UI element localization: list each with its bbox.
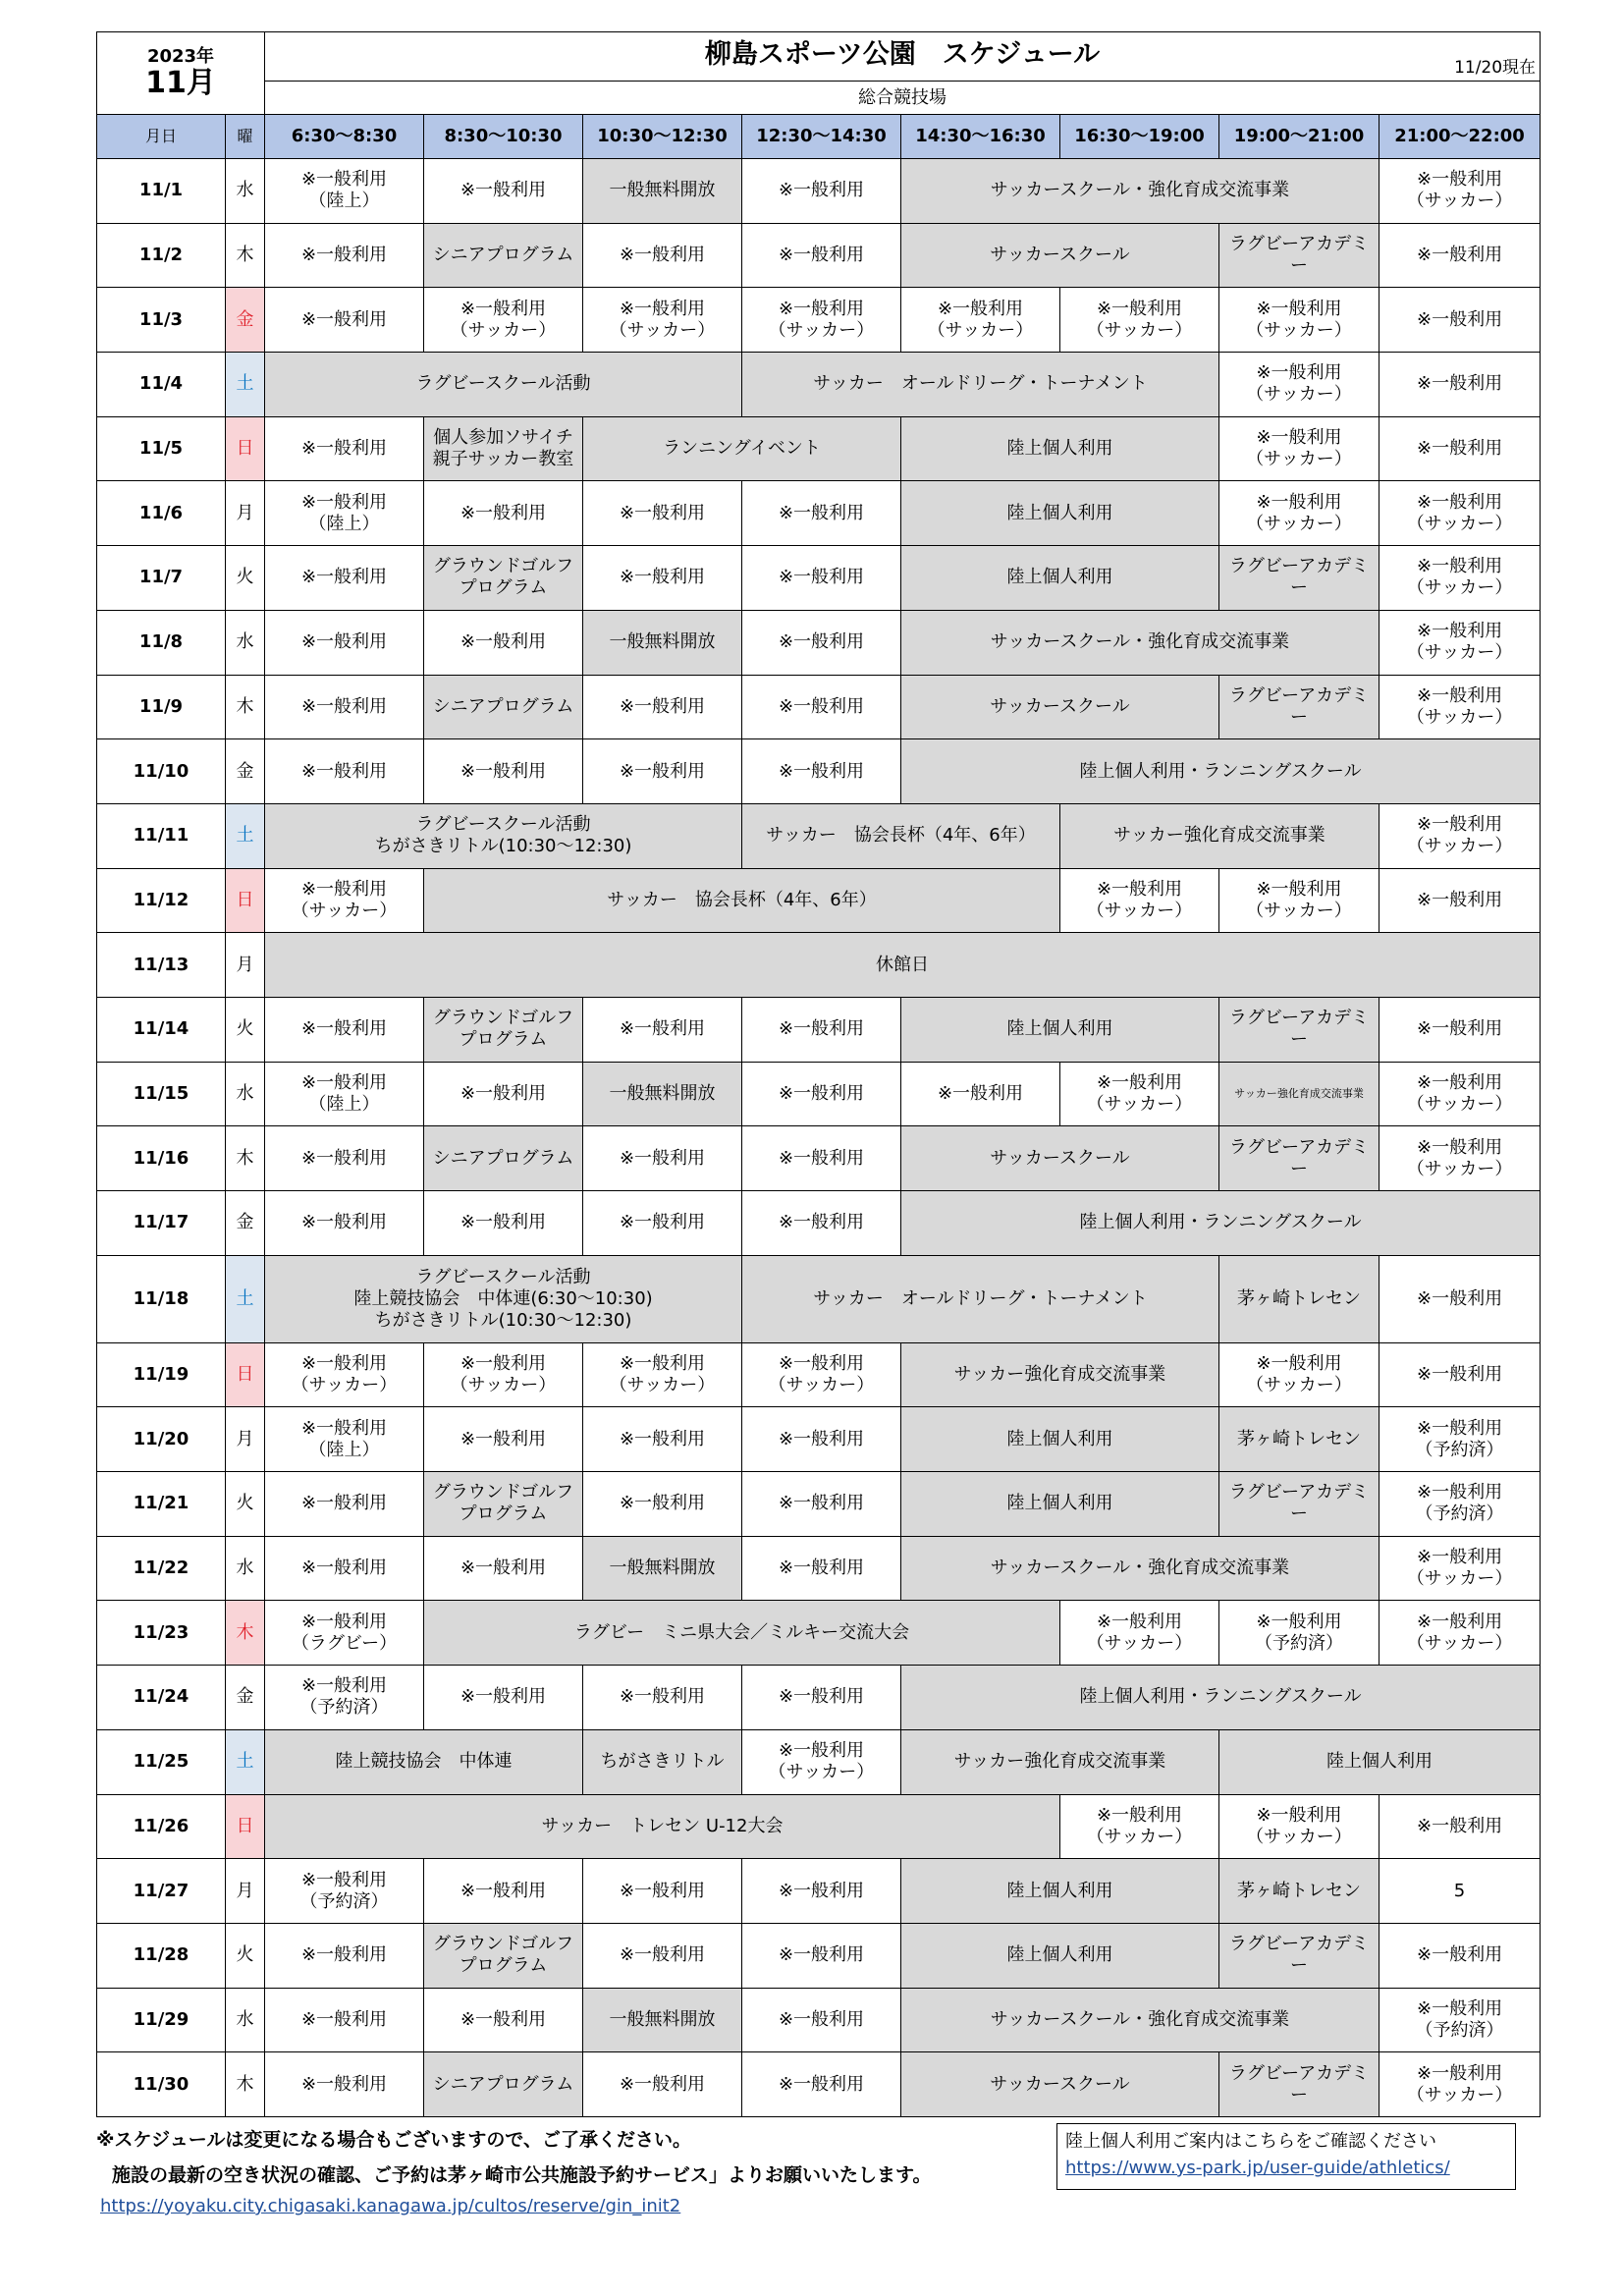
schedule-cell: 陸上個人利用: [901, 481, 1219, 546]
schedule-cell: ※一般利用: [742, 481, 901, 546]
weekday-cell: 月: [226, 1859, 265, 1924]
schedule-cell: サッカースクール・強化育成交流事業: [901, 159, 1380, 224]
schedule-cell: 陸上個人利用: [901, 416, 1219, 481]
schedule-cell: ランニングイベント: [583, 416, 901, 481]
note-reservation: 施設の最新の空き状況の確認、ご予約は茅ヶ崎市公共施設予約サービス」よりお願いいたします。: [112, 2164, 932, 2186]
schedule-cell: ※一般利用: [265, 1126, 424, 1191]
schedule-row: [97, 1601, 1541, 1666]
schedule-row: [97, 2052, 1541, 2117]
reservation-link[interactable]: https://yoyaku.city.chigasaki.kanagawa.jp/cultos/reserve/gin_init2: [100, 2196, 681, 2216]
weekday-cell: 金: [226, 288, 265, 353]
schedule-row: [97, 1126, 1541, 1191]
schedule-cell: ※一般利用: [1380, 1255, 1541, 1342]
schedule-cell: ラグビーアカデミー: [1219, 1923, 1380, 1988]
weekday-cell: 水: [226, 1988, 265, 2052]
schedule-cell: ※一般利用: [265, 1923, 424, 1988]
schedule-cell: サッカー オールドリーグ・トーナメント: [742, 1255, 1219, 1342]
schedule-row: [97, 1988, 1541, 2052]
schedule-cell: ※一般利用: [265, 1191, 424, 1256]
weekday-cell: 土: [226, 1729, 265, 1794]
schedule-row: [97, 481, 1541, 546]
schedule-cell: 一般無料開放: [583, 1988, 742, 2052]
year-label: 2023年: [146, 45, 215, 67]
schedule-cell: 一般無料開放: [583, 1062, 742, 1126]
schedule-cell: サッカースクール・強化育成交流事業: [901, 1988, 1380, 2052]
date-cell: 11/21: [97, 1472, 226, 1537]
date-cell: 11/3: [97, 288, 226, 353]
schedule-cell: ※一般利用 （サッカー）: [742, 288, 901, 353]
header-slot: 21:00～22:00: [1380, 115, 1541, 159]
schedule-cell: サッカースクール: [901, 675, 1219, 739]
schedule-cell: ※一般利用: [265, 2052, 424, 2117]
schedule-cell: 陸上個人利用: [901, 1407, 1219, 1472]
schedule-cell: 一般無料開放: [583, 159, 742, 224]
schedule-row: [97, 1536, 1541, 1601]
schedule-cell: ※一般利用: [424, 1191, 583, 1256]
date-cell: 11/14: [97, 997, 226, 1062]
weekday-cell: 土: [226, 803, 265, 868]
schedule-cell: 茅ヶ崎トレセン: [1219, 1255, 1380, 1342]
schedule-cell: ※一般利用: [742, 1859, 901, 1924]
schedule-cell: 陸上競技協会 中体連: [265, 1729, 583, 1794]
weekday-cell: 土: [226, 1255, 265, 1342]
schedule-cell: ※一般利用: [265, 1536, 424, 1601]
schedule-cell: ※一般利用: [742, 159, 901, 224]
schedule-cell: ※一般利用: [424, 610, 583, 675]
schedule-cell: ※一般利用: [742, 223, 901, 288]
date-cell: 11/19: [97, 1342, 226, 1407]
schedule-cell: ※一般利用: [901, 1062, 1060, 1126]
schedule-cell: ※一般利用: [265, 416, 424, 481]
schedule-cell: ※一般利用: [1380, 868, 1541, 933]
schedule-cell: ※一般利用: [1380, 997, 1541, 1062]
schedule-cell: ※一般利用: [265, 1472, 424, 1537]
schedule-cell: ※一般利用: [583, 997, 742, 1062]
schedule-cell: ※一般利用 （サッカー）: [1060, 868, 1219, 933]
schedule-row: [97, 610, 1541, 675]
schedule-cell: ※一般利用 （サッカー）: [1219, 1794, 1380, 1859]
schedule-cell: ※一般利用: [1380, 416, 1541, 481]
schedule-cell: シニアプログラム: [424, 1126, 583, 1191]
schedule-row: [97, 1191, 1541, 1256]
date-cell: 11/9: [97, 675, 226, 739]
schedule-cell: シニアプログラム: [424, 223, 583, 288]
date-cell: 11/1: [97, 159, 226, 224]
date-cell: 11/2: [97, 223, 226, 288]
schedule-cell: サッカー オールドリーグ・トーナメント: [742, 353, 1219, 417]
weekday-cell: 木: [226, 1601, 265, 1666]
schedule-cell: サッカー 協会長杯（4年、6年）: [742, 803, 1060, 868]
schedule-row: [97, 353, 1541, 417]
schedule-cell: ※一般利用 （サッカー）: [1219, 288, 1380, 353]
date-cell: 11/20: [97, 1407, 226, 1472]
schedule-cell: ※一般利用: [424, 1988, 583, 2052]
weekday-cell: 水: [226, 1536, 265, 1601]
schedule-cell: ※一般利用: [424, 1407, 583, 1472]
title-cell: [265, 32, 1541, 82]
schedule-row: [97, 1407, 1541, 1472]
schedule-cell: 陸上個人利用: [901, 546, 1219, 611]
schedule-cell: ※一般利用: [583, 481, 742, 546]
date-cell: 11/11: [97, 803, 226, 868]
schedule-cell: ※一般利用: [742, 546, 901, 611]
schedule-cell: ちがさきリトル: [583, 1729, 742, 1794]
weekday-cell: 水: [226, 1062, 265, 1126]
schedule-cell: ※一般利用 （サッカー）: [1060, 1062, 1219, 1126]
header-slot: 10:30～12:30: [583, 115, 742, 159]
schedule-cell: ラグビーアカデミー: [1219, 1472, 1380, 1537]
schedule-cell: 陸上個人利用・ランニングスクール: [901, 1191, 1541, 1256]
schedule-cell: ※一般利用 （サッカー）: [1380, 546, 1541, 611]
schedule-cell: 茅ヶ崎トレセン: [1219, 1407, 1380, 1472]
schedule-cell: ※一般利用 （サッカー）: [1380, 2052, 1541, 2117]
schedule-cell: サッカー トレセン U-12大会: [265, 1794, 1060, 1859]
schedule-cell: 休館日: [265, 933, 1541, 998]
schedule-row: [97, 1859, 1541, 1924]
date-cell: 11/28: [97, 1923, 226, 1988]
schedule-cell: ※一般利用 （サッカー）: [1380, 1601, 1541, 1666]
schedule-cell: ※一般利用: [1380, 288, 1541, 353]
schedule-cell: ※一般利用 （陸上）: [265, 159, 424, 224]
header-date: 月日: [97, 115, 226, 159]
schedule-cell: ※一般利用 （サッカー）: [1060, 1601, 1219, 1666]
weekday-cell: 日: [226, 868, 265, 933]
schedule-cell: ※一般利用 （サッカー）: [1219, 868, 1380, 933]
schedule-cell: ※一般利用: [583, 1859, 742, 1924]
date-cell: 11/6: [97, 481, 226, 546]
schedule-cell: ※一般利用: [583, 1126, 742, 1191]
schedule-cell: ※一般利用: [583, 546, 742, 611]
schedule-cell: ※一般利用 （サッカー）: [583, 288, 742, 353]
weekday-cell: 火: [226, 546, 265, 611]
schedule-cell: ※一般利用: [424, 481, 583, 546]
schedule-cell: ※一般利用 （サッカー）: [1219, 416, 1380, 481]
page-title: 柳島スポーツ公園 スケジュール: [704, 39, 1101, 70]
schedule-cell: ※一般利用 （サッカー）: [1219, 481, 1380, 546]
schedule-row: [97, 546, 1541, 611]
schedule-cell: 陸上個人利用: [901, 1472, 1219, 1537]
date-cell: 11/13: [97, 933, 226, 998]
schedule-cell: ※一般利用 （予約済）: [1380, 1988, 1541, 2052]
schedule-cell: ※一般利用: [424, 1859, 583, 1924]
schedule-cell: ※一般利用: [424, 1666, 583, 1730]
athletics-info-box: [1056, 2123, 1516, 2190]
schedule-cell: ※一般利用: [424, 739, 583, 804]
header-slot: 19:00～21:00: [1219, 115, 1380, 159]
schedule-cell: ※一般利用: [265, 223, 424, 288]
date-cell: 11/15: [97, 1062, 226, 1126]
schedule-row: [97, 997, 1541, 1062]
date-cell: 11/10: [97, 739, 226, 804]
schedule-cell: ※一般利用 （サッカー）: [1380, 610, 1541, 675]
schedule-cell: ※一般利用 （サッカー）: [1380, 1126, 1541, 1191]
weekday-cell: 火: [226, 1923, 265, 1988]
schedule-cell: ※一般利用: [265, 739, 424, 804]
weekday-cell: 水: [226, 159, 265, 224]
schedule-cell: ※一般利用 （サッカー）: [1219, 353, 1380, 417]
weekday-cell: 金: [226, 739, 265, 804]
schedule-cell: ※一般利用: [742, 1923, 901, 1988]
date-cell: 11/4: [97, 353, 226, 417]
schedule-cell: ※一般利用: [742, 1191, 901, 1256]
schedule-cell: ※一般利用: [1380, 1342, 1541, 1407]
schedule-table: [96, 31, 1541, 2117]
weekday-cell: 金: [226, 1666, 265, 1730]
schedule-cell: ※一般利用 （サッカー）: [742, 1729, 901, 1794]
schedule-row: [97, 1255, 1541, 1342]
schedule-cell: ※一般利用: [742, 739, 901, 804]
schedule-cell: 5: [1380, 1859, 1541, 1924]
schedule-cell: グラウンドゴルフ プログラム: [424, 1923, 583, 1988]
schedule-cell: サッカー 協会長杯（4年、6年）: [424, 868, 1060, 933]
date-cell: 11/5: [97, 416, 226, 481]
schedule-cell: 茅ヶ崎トレセン: [1219, 1859, 1380, 1924]
schedule-row: [97, 1342, 1541, 1407]
schedule-cell: ※一般利用 （予約済）: [265, 1666, 424, 1730]
schedule-cell: ※一般利用 （サッカー）: [1060, 1794, 1219, 1859]
schedule-cell: ※一般利用 （サッカー）: [265, 1342, 424, 1407]
schedule-cell: ※一般利用: [583, 223, 742, 288]
schedule-cell: サッカースクール: [901, 1126, 1219, 1191]
schedule-sheet: [96, 31, 1540, 2117]
header-slot: 14:30～16:30: [901, 115, 1060, 159]
date-cell: 11/30: [97, 2052, 226, 2117]
date-cell: 11/29: [97, 1988, 226, 2052]
schedule-cell: 陸上個人利用・ランニングスクール: [901, 739, 1541, 804]
schedule-row: [97, 1923, 1541, 1988]
schedule-cell: 陸上個人利用: [901, 997, 1219, 1062]
schedule-row: [97, 803, 1541, 868]
schedule-cell: ※一般利用 （予約済）: [1380, 1472, 1541, 1537]
schedule-row: [97, 1666, 1541, 1730]
schedule-cell: ※一般利用: [742, 1126, 901, 1191]
schedule-row: [97, 1729, 1541, 1794]
schedule-cell: ※一般利用: [583, 1472, 742, 1537]
schedule-row: [97, 1062, 1541, 1126]
schedule-cell: ※一般利用: [583, 1407, 742, 1472]
schedule-cell: ラグビースクール活動 陸上競技協会 中体連(6:30～10:30) ちがさきリトル(10:30～12:30): [265, 1255, 742, 1342]
schedule-cell: ※一般利用: [742, 1666, 901, 1730]
schedule-cell: ※一般利用 （サッカー）: [265, 868, 424, 933]
schedule-cell: ※一般利用: [742, 1536, 901, 1601]
schedule-cell: ※一般利用 （予約済）: [265, 1859, 424, 1924]
venue-label: 総合競技場: [265, 82, 1541, 115]
schedule-cell: ※一般利用: [742, 1407, 901, 1472]
schedule-cell: ラグビーアカデミー: [1219, 997, 1380, 1062]
schedule-cell: ※一般利用 （陸上）: [265, 1407, 424, 1472]
schedule-cell: ※一般利用: [265, 997, 424, 1062]
schedule-cell: サッカー強化育成交流事業: [1060, 803, 1380, 868]
schedule-row: [97, 223, 1541, 288]
schedule-cell: ラグビーアカデミー: [1219, 1126, 1380, 1191]
schedule-cell: ラグビーアカデミー: [1219, 2052, 1380, 2117]
schedule-cell: ※一般利用 （サッカー）: [583, 1342, 742, 1407]
weekday-cell: 日: [226, 1794, 265, 1859]
schedule-cell: ※一般利用 （サッカー）: [1380, 1062, 1541, 1126]
schedule-cell: グラウンドゴルフ プログラム: [424, 997, 583, 1062]
schedule-cell: サッカー強化育成交流事業: [1219, 1062, 1380, 1126]
month-cell: [97, 32, 265, 115]
header-slot: 12:30～14:30: [742, 115, 901, 159]
schedule-cell: 個人参加ソサイチ 親子サッカー教室: [424, 416, 583, 481]
schedule-cell: ※一般利用: [583, 1923, 742, 1988]
schedule-cell: ※一般利用: [424, 1062, 583, 1126]
weekday-cell: 月: [226, 481, 265, 546]
schedule-cell: ※一般利用 （サッカー）: [1380, 1536, 1541, 1601]
schedule-cell: ※一般利用 （サッカー）: [742, 1342, 901, 1407]
schedule-cell: ラグビー ミニ県大会／ミルキー交流大会: [424, 1601, 1060, 1666]
schedule-cell: ラグビーアカデミー: [1219, 675, 1380, 739]
schedule-cell: サッカースクール・強化育成交流事業: [901, 610, 1380, 675]
schedule-cell: ※一般利用 （予約済）: [1380, 1407, 1541, 1472]
schedule-cell: ※一般利用 （サッカー）: [1380, 803, 1541, 868]
schedule-cell: サッカースクール: [901, 2052, 1219, 2117]
header-slot: 16:30～19:00: [1060, 115, 1219, 159]
weekday-cell: 木: [226, 675, 265, 739]
schedule-row: [97, 416, 1541, 481]
schedule-cell: ※一般利用: [583, 2052, 742, 2117]
column-header-row: [97, 115, 1541, 159]
schedule-cell: ※一般利用: [583, 675, 742, 739]
schedule-cell: ※一般利用: [265, 675, 424, 739]
schedule-cell: 陸上個人利用: [1219, 1729, 1541, 1794]
schedule-row: [97, 675, 1541, 739]
schedule-cell: ※一般利用: [265, 546, 424, 611]
schedule-cell: ラグビースクール活動 ちがさきリトル(10:30～12:30): [265, 803, 742, 868]
header-weekday: 曜: [226, 115, 265, 159]
weekday-cell: 土: [226, 353, 265, 417]
schedule-cell: ※一般利用: [742, 1988, 901, 2052]
date-cell: 11/24: [97, 1666, 226, 1730]
schedule-row: [97, 288, 1541, 353]
schedule-row: [97, 1794, 1541, 1859]
athletics-info-link[interactable]: https://www.ys-park.jp/user-guide/athletics/: [1065, 2158, 1450, 2178]
schedule-cell: 陸上個人利用: [901, 1859, 1219, 1924]
date-cell: 11/26: [97, 1794, 226, 1859]
weekday-cell: 火: [226, 1472, 265, 1537]
weekday-cell: 木: [226, 2052, 265, 2117]
date-cell: 11/16: [97, 1126, 226, 1191]
schedule-cell: ※一般利用 （サッカー）: [901, 288, 1060, 353]
schedule-cell: シニアプログラム: [424, 675, 583, 739]
schedule-cell: ※一般利用 （陸上）: [265, 481, 424, 546]
schedule-cell: ※一般利用 （予約済）: [1219, 1601, 1380, 1666]
date-cell: 11/23: [97, 1601, 226, 1666]
schedule-cell: ※一般利用: [1380, 1794, 1541, 1859]
schedule-cell: 陸上個人利用・ランニングスクール: [901, 1666, 1541, 1730]
schedule-cell: ラグビースクール活動: [265, 353, 742, 417]
schedule-cell: 陸上個人利用: [901, 1923, 1219, 1988]
schedule-row: [97, 739, 1541, 804]
schedule-row: [97, 1472, 1541, 1537]
schedule-cell: ※一般利用: [742, 675, 901, 739]
schedule-cell: ※一般利用 （サッカー）: [1380, 481, 1541, 546]
schedule-cell: 一般無料開放: [583, 1536, 742, 1601]
footer: [96, 2121, 1540, 2269]
schedule-cell: ※一般利用: [742, 1062, 901, 1126]
schedule-cell: ※一般利用: [1380, 1923, 1541, 1988]
weekday-cell: 月: [226, 1407, 265, 1472]
weekday-cell: 日: [226, 1342, 265, 1407]
schedule-cell: サッカースクール: [901, 223, 1219, 288]
weekday-cell: 月: [226, 933, 265, 998]
date-cell: 11/27: [97, 1859, 226, 1924]
schedule-cell: サッカー強化育成交流事業: [901, 1342, 1219, 1407]
date-cell: 11/22: [97, 1536, 226, 1601]
schedule-cell: ※一般利用: [742, 2052, 901, 2117]
date-cell: 11/18: [97, 1255, 226, 1342]
as-of-date: 11/20現在: [1454, 58, 1537, 78]
note-change: ※スケジュールは変更になる場合もございますので、ご了承ください。: [96, 2129, 691, 2151]
schedule-cell: ※一般利用: [424, 159, 583, 224]
weekday-cell: 木: [226, 1126, 265, 1191]
schedule-cell: シニアプログラム: [424, 2052, 583, 2117]
weekday-cell: 金: [226, 1191, 265, 1256]
schedule-cell: ※一般利用 （サッカー）: [1060, 288, 1219, 353]
schedule-cell: ※一般利用 （サッカー）: [1219, 1342, 1380, 1407]
schedule-cell: グラウンドゴルフ プログラム: [424, 546, 583, 611]
schedule-cell: ※一般利用 （陸上）: [265, 1062, 424, 1126]
date-cell: 11/12: [97, 868, 226, 933]
schedule-cell: ※一般利用 （サッカー）: [424, 288, 583, 353]
schedule-row: [97, 868, 1541, 933]
schedule-cell: ※一般利用 （サッカー）: [424, 1342, 583, 1407]
weekday-cell: 水: [226, 610, 265, 675]
schedule-cell: ※一般利用: [583, 739, 742, 804]
schedule-cell: サッカー強化育成交流事業: [901, 1729, 1219, 1794]
header-slot: 6:30～8:30: [265, 115, 424, 159]
weekday-cell: 木: [226, 223, 265, 288]
schedule-cell: ※一般利用 （ラグビー）: [265, 1601, 424, 1666]
schedule-cell: ※一般利用: [424, 1536, 583, 1601]
schedule-cell: ラグビーアカデミー: [1219, 223, 1380, 288]
date-cell: 11/8: [97, 610, 226, 675]
schedule-cell: ※一般利用: [742, 610, 901, 675]
schedule-cell: ※一般利用: [583, 1666, 742, 1730]
month-label: 11月: [145, 65, 216, 100]
athletics-info-text: 陸上個人利用ご案内はこちらをご確認ください: [1065, 2131, 1436, 2152]
schedule-cell: 一般無料開放: [583, 610, 742, 675]
schedule-cell: サッカースクール・強化育成交流事業: [901, 1536, 1380, 1601]
schedule-row: [97, 933, 1541, 998]
schedule-cell: ※一般利用: [1380, 223, 1541, 288]
schedule-cell: ※一般利用: [742, 997, 901, 1062]
schedule-cell: グラウンドゴルフ プログラム: [424, 1472, 583, 1537]
schedule-cell: ※一般利用 （サッカー）: [1380, 675, 1541, 739]
schedule-cell: ※一般利用: [265, 1988, 424, 2052]
date-cell: 11/17: [97, 1191, 226, 1256]
schedule-cell: ※一般利用: [265, 610, 424, 675]
weekday-cell: 火: [226, 997, 265, 1062]
schedule-cell: ラグビーアカデミー: [1219, 546, 1380, 611]
schedule-cell: ※一般利用: [1380, 353, 1541, 417]
schedule-cell: ※一般利用: [265, 288, 424, 353]
header-slot: 8:30～10:30: [424, 115, 583, 159]
schedule-row: [97, 159, 1541, 224]
schedule-cell: ※一般利用 （サッカー）: [1380, 159, 1541, 224]
date-cell: 11/25: [97, 1729, 226, 1794]
date-cell: 11/7: [97, 546, 226, 611]
weekday-cell: 日: [226, 416, 265, 481]
schedule-cell: ※一般利用: [742, 1472, 901, 1537]
schedule-cell: ※一般利用: [583, 1191, 742, 1256]
